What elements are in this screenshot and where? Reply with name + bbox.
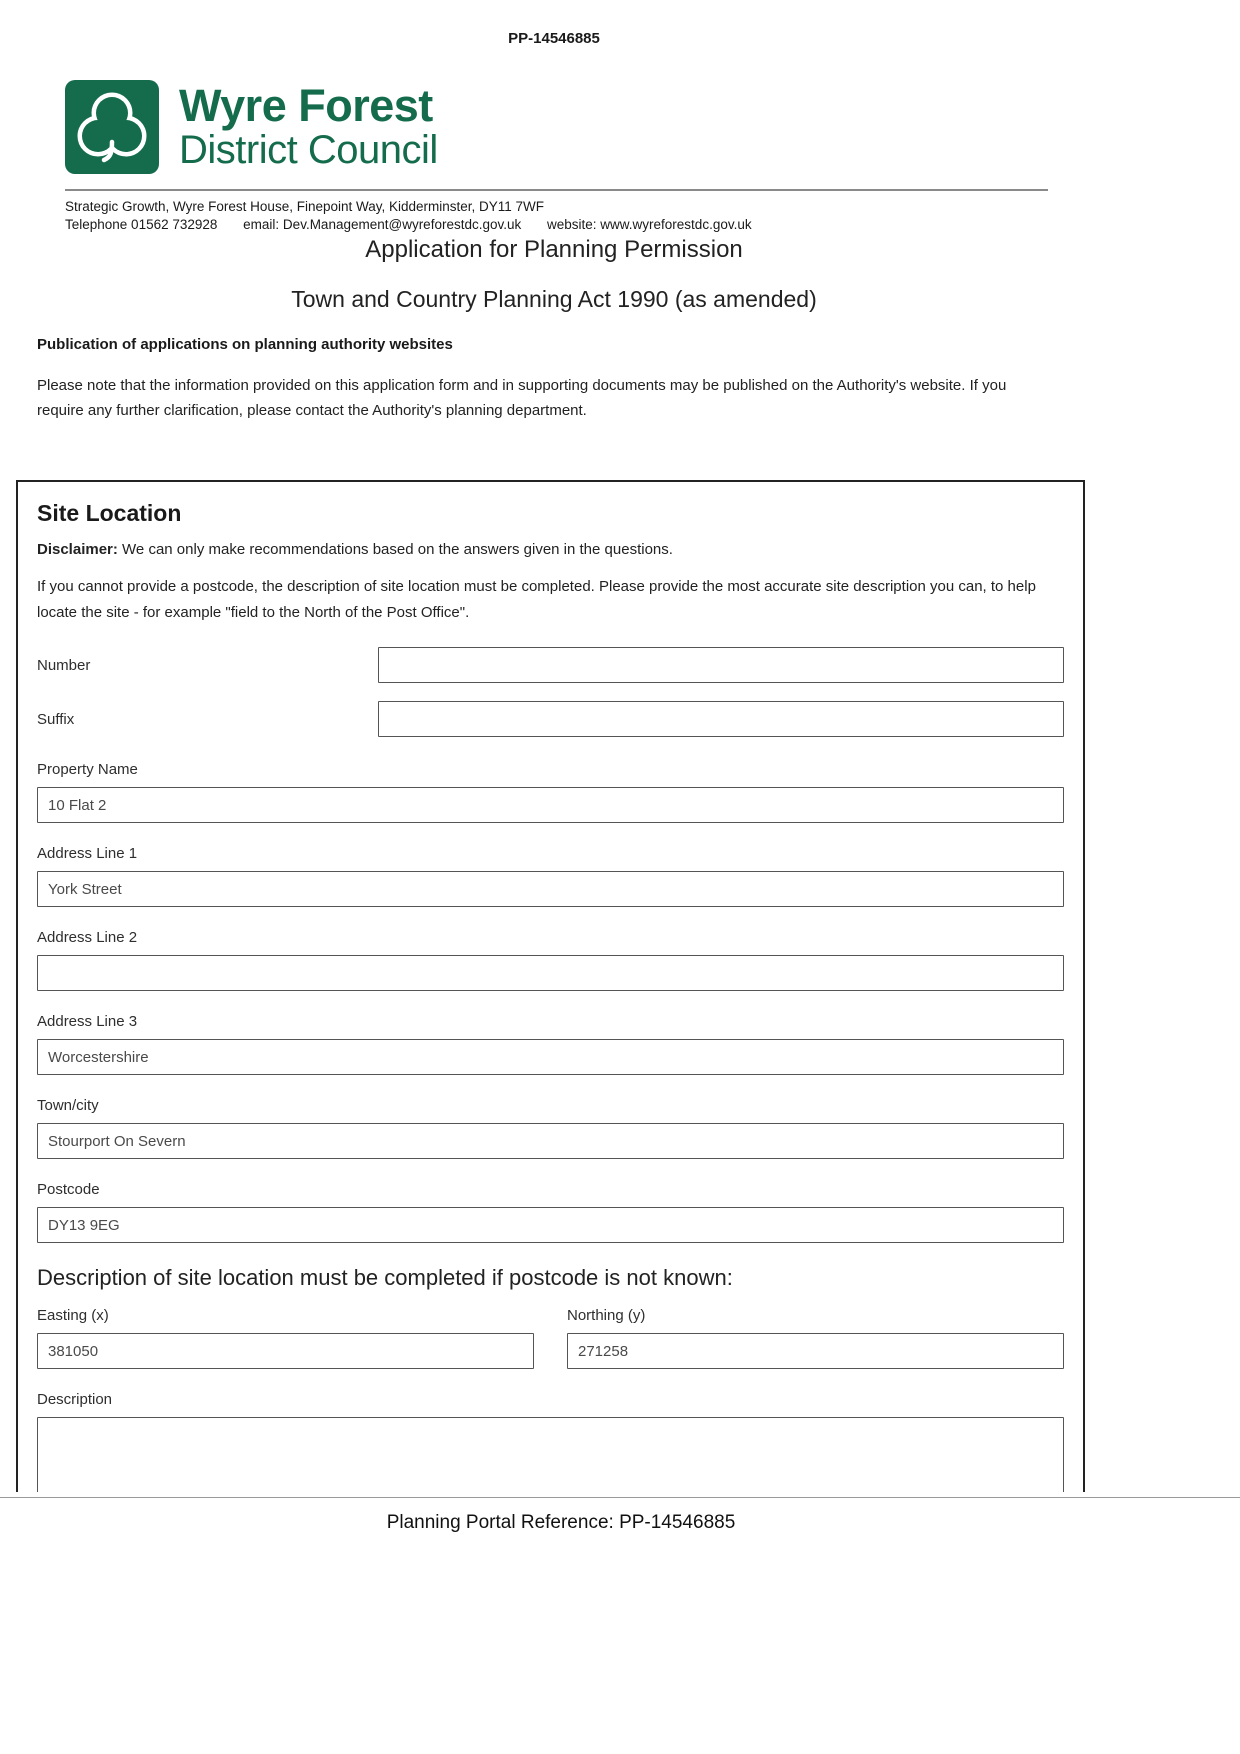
- town-city-label: Town/city: [37, 1097, 99, 1114]
- description-label: Description: [37, 1391, 113, 1408]
- number-input[interactable]: [378, 647, 1064, 683]
- address-line-2-label: Address Line 2: [37, 929, 138, 946]
- number-field-row: [37, 647, 1064, 683]
- postcode-input[interactable]: [37, 1207, 1064, 1243]
- address-line-1-input[interactable]: [37, 871, 1064, 907]
- council-logo: [65, 80, 438, 174]
- council-logo-name: [179, 79, 438, 172]
- address-line-3-field: [37, 1013, 1064, 1075]
- council-contact-details: [65, 217, 774, 232]
- publication-heading: Publication of applications on planning authority websites: [37, 336, 453, 353]
- address-line-2-field: [37, 929, 1064, 991]
- council-telephone: Telephone 01562 732928: [65, 217, 218, 232]
- header-divider: [65, 189, 1048, 191]
- page-bottom-divider: [0, 1497, 1240, 1498]
- easting-label: Easting (x): [37, 1307, 109, 1324]
- form-subtitle: Town and Country Planning Act 1990 (as amended): [291, 286, 817, 312]
- northing-label: Northing (y): [567, 1307, 646, 1324]
- disclaimer-text: [37, 541, 1064, 558]
- postcode-guidance-note: If you cannot provide a postcode, the description of site location must be completed. Please provide the most accurate site description you can, to help locate the site - for example "field to the North of the Post Office".: [37, 578, 1036, 621]
- number-label: Number: [37, 656, 91, 674]
- council-email: email: Dev.Management@wyreforestdc.gov.uk: [243, 217, 522, 232]
- address-line-2-input[interactable]: [37, 955, 1064, 991]
- disclaimer-label: Disclaimer:: [37, 541, 118, 558]
- northing-field: [567, 1307, 1064, 1369]
- postcode-field: [37, 1181, 1064, 1243]
- northing-input[interactable]: [567, 1333, 1064, 1369]
- form-title: Application for Planning Permission: [365, 236, 743, 263]
- suffix-input[interactable]: [378, 701, 1064, 737]
- section-title: Site Location: [37, 500, 182, 526]
- council-website: website: www.wyreforestdc.gov.uk: [547, 217, 752, 232]
- property-name-input[interactable]: [37, 787, 1064, 823]
- site-location-section: [16, 480, 1085, 1492]
- planning-portal-reference: Planning Portal Reference: PP-14546885: [386, 1512, 736, 1533]
- easting-input[interactable]: [37, 1333, 534, 1369]
- address-line-3-label: Address Line 3: [37, 1013, 138, 1030]
- council-logo-icon: [65, 80, 159, 174]
- council-name-line2: District Council: [179, 127, 438, 172]
- suffix-label: Suffix: [37, 710, 75, 728]
- suffix-field-row: [37, 701, 1064, 737]
- council-name-line1: Wyre Forest: [179, 79, 433, 131]
- coordinates-row: [37, 1307, 1064, 1369]
- town-city-field: [37, 1097, 1064, 1159]
- address-line-1-label: Address Line 1: [37, 845, 138, 862]
- reference-number-header: PP-14546885: [508, 30, 600, 47]
- publication-note: Please note that the information provided on this application form and in supporting documents may be published on the Authority's website. If you require any further clarification, please contact the Authority's planning department.: [37, 377, 1007, 419]
- description-input[interactable]: [37, 1417, 1064, 1492]
- property-name-label: Property Name: [37, 761, 138, 778]
- town-city-input[interactable]: [37, 1123, 1064, 1159]
- description-field: [37, 1391, 1064, 1492]
- description-section-heading: Description of site location must be completed if postcode is not known:: [37, 1265, 733, 1290]
- address-line-1-field: [37, 845, 1064, 907]
- address-line-3-input[interactable]: [37, 1039, 1064, 1075]
- property-name-field: [37, 761, 1064, 823]
- postcode-label: Postcode: [37, 1181, 100, 1198]
- disclaimer-body: We can only make recommendations based on the answers given in the questions.: [122, 541, 673, 558]
- easting-field: [37, 1307, 534, 1369]
- council-address: Strategic Growth, Wyre Forest House, Finepoint Way, Kidderminster, DY11 7WF: [65, 199, 545, 214]
